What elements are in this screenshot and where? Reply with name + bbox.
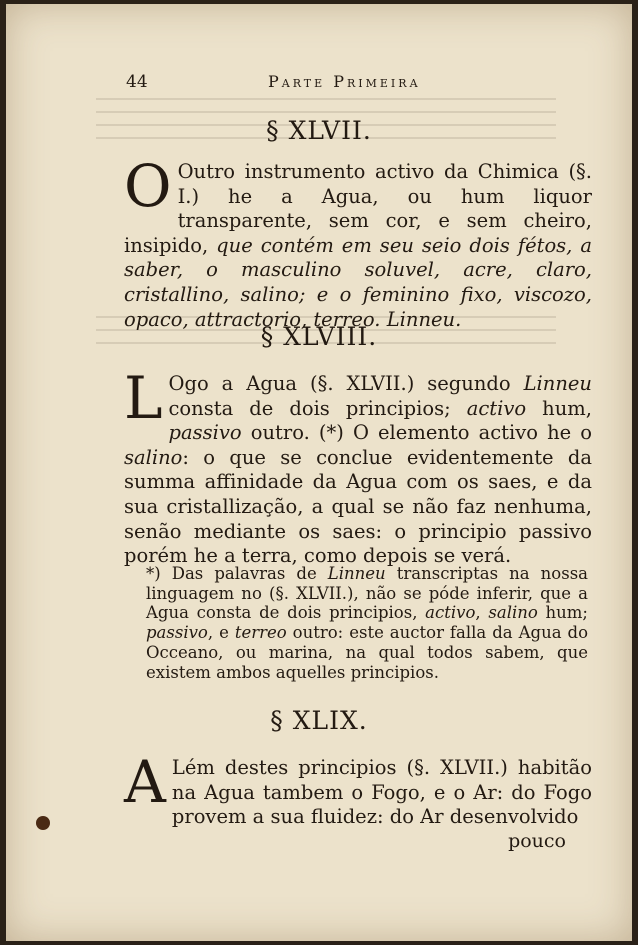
italic-text: que contém em seu seio dois fétos, a saber, o masculino soluvel, acre, claro, cristallino, salino; e o feminino fixo, viscozo, opaco, attractorio, terreo. Linneu. (124, 233, 592, 331)
italic-text: Linneu (523, 372, 592, 395)
italic-text: passivo (168, 421, 242, 445)
book-page (6, 4, 632, 941)
drop-cap: L (124, 364, 163, 432)
running-title: Parte Primeira (268, 72, 421, 91)
text: : o que se conclue evidentemente da summa affinidade da Agua com os saes, e da sua cristallização, a qual se não faz nenhuma, senão mediante os saes: o principio passivo porém he a terra, como depois se verá. (124, 445, 592, 568)
drop-cap: A (124, 748, 166, 816)
section-heading: § XLVIII. (260, 322, 378, 351)
text: Outro instrumento activo da Chimica (§. I.) he a Agua, ou hum liquor transparente, sem cor, e sem cheiro, insipido, (124, 160, 592, 257)
paragraph-3 (124, 748, 592, 830)
italic-text: salino (488, 603, 538, 623)
italic-text: activo (466, 396, 527, 420)
paragraph-1 (124, 152, 592, 332)
italic-text: activo (425, 603, 476, 623)
text: , (475, 603, 489, 623)
text: , e (207, 623, 235, 643)
text: outro: este auctor falla da Agua do Occeano, ou marina, na qual todos sabem, que existem ambos aquelles principios. (146, 623, 589, 682)
page-number: 44 (126, 72, 148, 92)
paragraph-2 (124, 364, 592, 569)
italic-text: Linneu (327, 564, 386, 583)
text: Lém destes principios (§. XLVII.) habitão na Agua tambem o Fogo, e o Ar: do Fogo provem a sua fluidez: do Ar desenvolvido (171, 756, 592, 829)
text: consta de dois principios; (168, 396, 467, 420)
text: *) Das palavras de (146, 564, 328, 583)
text: transcriptas na nossa linguagem no (§. XLVII.), não se póde inferir, que a Agua consta de dois principios, (146, 564, 588, 623)
text: Ogo a Agua (§. XLVII.) segundo (168, 372, 524, 395)
italic-text: terreo (234, 623, 287, 643)
section-heading: § XLVII. (266, 116, 372, 145)
text: outro. (*) O elemento activo he o (241, 421, 592, 445)
footnote (146, 564, 588, 682)
italic-text: salino (124, 445, 183, 469)
drop-cap: O (124, 152, 172, 220)
italic-text: passivo (146, 623, 208, 643)
catchword: pouco (508, 830, 566, 852)
text: hum; (537, 603, 588, 623)
text: hum, (526, 396, 592, 420)
section-heading: § XLIX. (270, 706, 368, 735)
ink-stain (36, 816, 50, 830)
